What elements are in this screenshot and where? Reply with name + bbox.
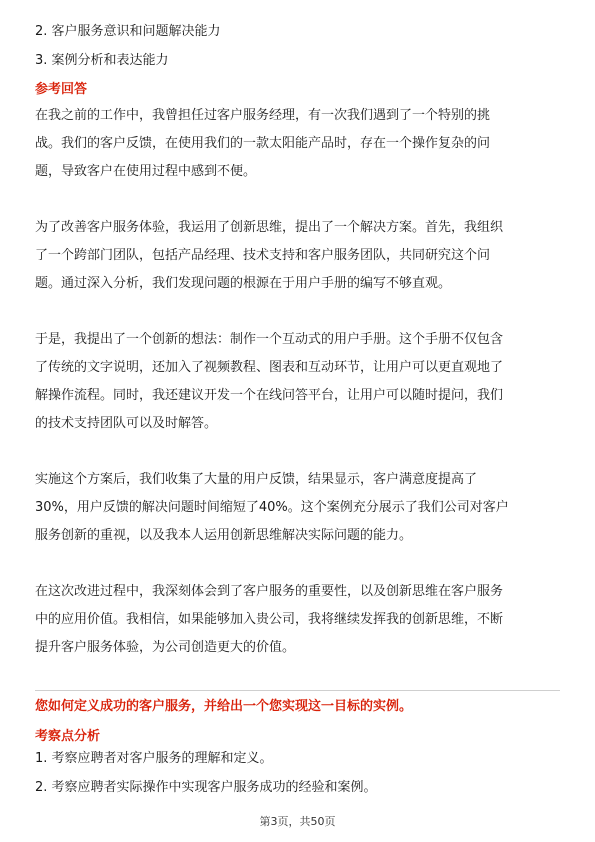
paragraph-line: 服务创新的重视，以及我本人运用创新思维解决实际问题的能力。 (35, 528, 413, 543)
paragraph-line: 30%，用户反馈的解决问题时间缩短了40%。这个案例充分展示了我们公司对客户 (35, 500, 509, 515)
answer-paragraph (35, 326, 560, 438)
paragraph-line: 实施这个方案后，我们收集了大量的用户反馈，结果显示，客户满意度提高了 (35, 472, 478, 487)
document-page (35, 22, 560, 807)
page-footer: 第3页，共50页 (259, 815, 336, 828)
answer-paragraph (35, 578, 560, 662)
paragraph-line: 的技术支持团队可以及时解答。 (35, 416, 218, 431)
list-item: 1. 考察应聘者对客户服务的理解和定义。 (35, 751, 273, 766)
answer-paragraph (35, 466, 560, 550)
paragraph-line: 解操作流程。同时，我还建议开发一个在线问答平台，让用户可以随时提问，我们 (35, 388, 504, 403)
list-item: 2. 客户服务意识和问题解决能力 (35, 24, 221, 39)
paragraph-line: 在我之前的工作中，我曾担任过客户服务经理，有一次我们遇到了一个特别的挑 (35, 108, 491, 123)
paragraph-line: 题。通过深入分析，我们发现问题的根源在于用户手册的编写不够直观。 (35, 276, 452, 291)
answer-paragraph (35, 102, 560, 186)
paragraph-line: 为了改善客户服务体验，我运用了创新思维，提出了一个解决方案。首先，我组织 (35, 220, 504, 235)
paragraph-line: 了传统的文字说明，还加入了视频教程、图表和互动环节，让用户可以更直观地了 (35, 360, 504, 375)
paragraph-line: 中的应用价值。我相信，如果能够加入贵公司，我将继续发挥我的创新思维，不断 (35, 612, 504, 627)
next-question: 您如何定义成功的客户服务，并给出一个您实现这一目标的实例。 (35, 699, 413, 714)
paragraph-line: 提升客户服务体验，为公司创造更大的价值。 (35, 640, 296, 655)
list-item: 2. 考察应聘者实际操作中实现客户服务成功的经验和案例。 (35, 780, 377, 795)
paragraph-line: 题，导致客户在使用过程中感到不便。 (35, 164, 257, 179)
answer-heading: 参考回答 (35, 82, 88, 97)
analysis-heading: 考察点分析 (35, 729, 101, 744)
paragraph-line: 战。我们的客户反馈，在使用我们的一款太阳能产品时，存在一个操作复杂的问 (35, 136, 491, 151)
list-item: 3. 案例分析和表达能力 (35, 53, 169, 68)
section-divider (35, 690, 560, 691)
answer-paragraph (35, 214, 560, 298)
paragraph-line: 在这次改进过程中，我深刻体会到了客户服务的重要性，以及创新思维在客户服务 (35, 584, 504, 599)
paragraph-line: 于是，我提出了一个创新的想法：制作一个互动式的用户手册。这个手册不仅包含 (35, 332, 504, 347)
paragraph-line: 了一个跨部门团队，包括产品经理、技术支持和客户服务团队，共同研究这个问 (35, 248, 491, 263)
